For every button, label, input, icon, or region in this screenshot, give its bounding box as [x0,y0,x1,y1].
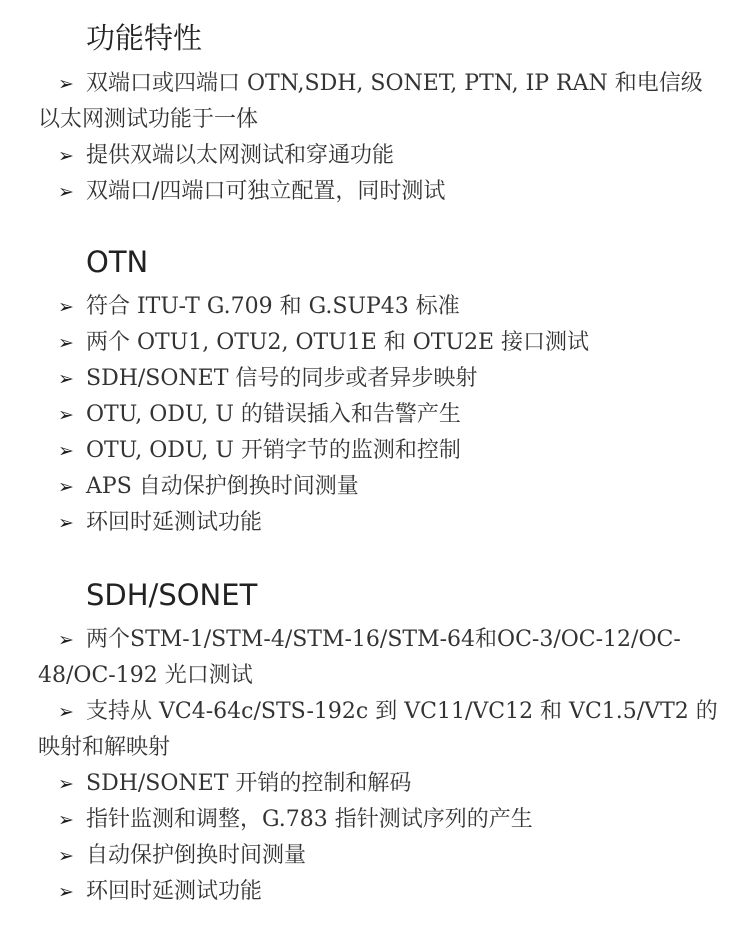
arrow-bullet-icon: ➢ [58,332,74,354]
arrow-bullet-icon: ➢ [58,296,74,318]
list-item-text: SDH/SONET 信号的同步或者异步映射 [86,366,478,391]
section-title: SDH/SONET [86,578,258,612]
list-item [0,433,750,469]
arrow-bullet-icon: ➢ [58,701,74,723]
list-item-text: 两个STM-1/STM-4/STM-16/STM-64和OC-3/OC-12/OC-48/OC-192 光口测试 [38,627,681,688]
arrow-bullet-icon: ➢ [58,145,74,167]
arrow-bullet-icon: ➢ [58,773,74,795]
list-item-text: 双端口或四端口 OTN,SDH, SONET, PTN, IP RAN 和电信级以太网测试功能于一体 [38,71,703,132]
section-title: OTN [86,245,149,279]
arrow-bullet-icon: ➢ [58,476,74,498]
list-item [0,66,750,138]
section-features [0,19,750,210]
list-item [0,469,750,505]
list-item-text: 两个 OTU1, OTU2, OTU1E 和 OTU2E 接口测试 [86,330,590,355]
list-item [0,802,750,838]
list-item [0,138,750,174]
arrow-bullet-icon: ➢ [58,440,74,462]
arrow-bullet-icon: ➢ [58,845,74,867]
arrow-bullet-icon: ➢ [58,881,74,903]
list-item [0,325,750,361]
list-item-text: 支持从 VC4-64c/STS-192c 到 VC11/VC12 和 VC1.5/VT2 的映射和解映射 [38,699,718,760]
list-item [0,694,750,766]
list-item-text: OTU, ODU, U 的错误插入和告警产生 [86,402,461,427]
list-item [0,397,750,433]
arrow-bullet-icon: ➢ [58,809,74,831]
section-title: 功能特性 [86,21,203,55]
list-item-text: 提供双端以太网测试和穿通功能 [86,143,395,168]
arrow-bullet-icon: ➢ [58,368,74,390]
list-item [0,505,750,541]
arrow-bullet-icon: ➢ [58,181,74,203]
list-item-text: 双端口/四端口可独立配置，同时测试 [86,179,446,204]
arrow-bullet-icon: ➢ [58,629,74,651]
arrow-bullet-icon: ➢ [58,512,74,534]
list-item [0,874,750,910]
list-item-text: 符合 ITU-T G.709 和 G.SUP43 标准 [86,294,460,319]
list-item-text: APS 自动保护倒换时间测量 [86,474,359,499]
list-item [0,361,750,397]
section-sdh-sonet [0,576,750,910]
section-otn [0,243,750,541]
list-item-text: 指针监测和调整，G.783 指针测试序列的产生 [86,807,533,832]
list-item-text: 环回时延测试功能 [86,510,263,535]
list-item-text: 自动保护倒换时间测量 [86,843,307,868]
list-item [0,838,750,874]
arrow-bullet-icon: ➢ [58,73,74,95]
list-item [0,622,750,694]
list-item [0,174,750,210]
arrow-bullet-icon: ➢ [58,404,74,426]
list-item [0,766,750,802]
list-item-text: OTU, ODU, U 开销字节的监测和控制 [86,438,461,463]
list-item-text: 环回时延测试功能 [86,879,263,904]
list-item-text: SDH/SONET 开销的控制和解码 [86,771,412,796]
list-item [0,289,750,325]
